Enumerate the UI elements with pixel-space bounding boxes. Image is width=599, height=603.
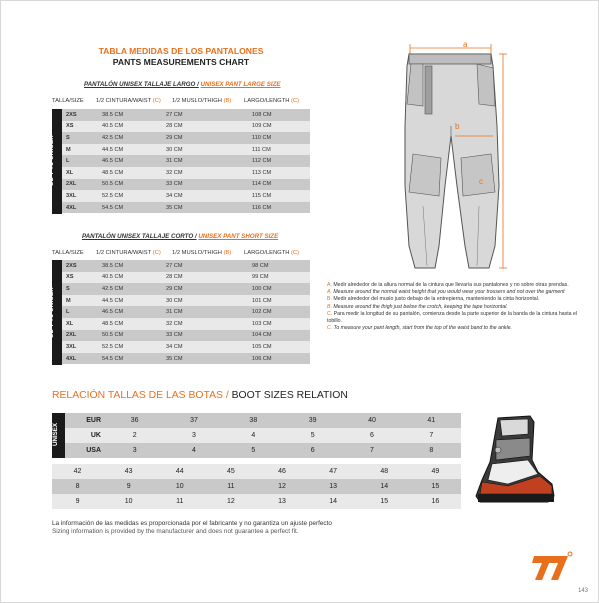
table-row (65, 413, 461, 428)
length-cell: 113 CM (252, 169, 272, 176)
chart-title-es: TABLA MEDIDAS DE LOS PANTALONES (98, 46, 264, 56)
length-cell: 105 CM (252, 343, 272, 350)
boot-cell: 7 (429, 432, 434, 439)
col-header-thigh (172, 98, 231, 104)
brand-logo (530, 546, 574, 586)
boot-cell: 44 (175, 468, 184, 475)
length-cell: 104 CM (252, 332, 272, 339)
size-cell: 2XS (66, 262, 77, 269)
table-row (62, 132, 310, 144)
thigh-cell: 30 CM (166, 146, 183, 153)
size-cell: 4XL (66, 204, 77, 211)
boot-cell: 37 (190, 417, 198, 424)
note-letter: A. (327, 289, 332, 296)
waist-cell: 42.5 CM (102, 134, 124, 141)
table-row (62, 167, 310, 179)
length-cell: 115 CM (252, 192, 272, 199)
boot-cell: 13 (329, 483, 338, 490)
boot-cell: 9 (126, 483, 131, 490)
thigh-cell: 28 CM (166, 274, 183, 281)
boot-cell: 9 (75, 498, 80, 505)
thigh-cell: 29 CM (166, 285, 183, 292)
size-cell: S (66, 134, 70, 141)
col-header-waist-label: 1/2 CINTURA/WAIST (96, 98, 152, 104)
chart-title-en: PANTS MEASUREMENTS CHART (112, 57, 250, 67)
table-row (62, 144, 310, 156)
thigh-cell: 31 CM (166, 309, 183, 316)
length-cell: 114 CM (252, 181, 272, 188)
thigh-cell: 31 CM (166, 158, 183, 165)
boot-cell: 42 (73, 468, 82, 475)
large-heading-en: UNISEX PANT LARGE SIZE (200, 81, 281, 88)
col-header-size: TALLA/SIZE (52, 98, 84, 104)
boot-cell: 14 (380, 483, 389, 490)
boot-cell: 3 (132, 447, 137, 454)
waist-cell: 38.5 CM (102, 111, 124, 118)
boot-cell: 47 (329, 468, 338, 475)
note-item (327, 289, 589, 296)
table-row (62, 330, 310, 342)
boot-cell: 38 (249, 417, 258, 424)
note-text: Measure around the thigh just below the crotch, keeping the tape horizontal. (333, 303, 508, 310)
boot-cell: 4 (192, 447, 196, 454)
length-cell: 110 CM (252, 134, 272, 141)
thigh-cell: 30 CM (166, 297, 183, 304)
length-cell: 109 CM (252, 123, 272, 130)
size-cell: XS (66, 274, 74, 281)
boot-title-en: BOOT SIZES RELATION (231, 390, 348, 401)
short-col-header-length (244, 250, 299, 256)
thigh-cell: 33 CM (166, 332, 183, 339)
waist-cell: 46.5 CM (102, 309, 124, 316)
table-row (62, 179, 310, 191)
waist-cell: 44.5 CM (102, 297, 124, 304)
col-header-thigh-label: 1/2 MUSLO/THIGH (172, 98, 222, 104)
thigh-cell: 33 CM (166, 181, 183, 188)
thigh-cell: 35 CM (166, 355, 183, 362)
thigh-cell: 34 CM (166, 343, 183, 350)
col-header-waist (96, 98, 161, 104)
note-letter: B. (327, 303, 332, 310)
boot-size-table-1 (65, 413, 461, 458)
boot-cell: 46 (278, 468, 286, 475)
short-col-header-thigh-code: (B) (223, 250, 232, 256)
measure-a-label: a (463, 40, 468, 49)
boot-cell: 16 (431, 498, 440, 505)
length-cell: 116 CM (252, 204, 272, 211)
short-col-header-thigh (172, 250, 231, 256)
note-letter: C. (327, 310, 333, 317)
length-cell: 99 CM (252, 274, 269, 281)
footer-disclaimer-en: Sizing information is provided by the manufacturer and does not guarantee a perfect fit. (52, 528, 299, 535)
size-cell: 2XS (66, 111, 77, 118)
note-text: To measure your pant length, start from the top of the waist band to the ankle. (333, 325, 512, 332)
note-letter: B. (327, 296, 332, 303)
waist-cell: 40.5 CM (102, 123, 124, 130)
col-header-length-label: LARGO/LENGTH (244, 98, 290, 104)
table-row (62, 341, 310, 353)
boot-cell: 49 (431, 468, 440, 475)
pants-illustration (405, 54, 499, 268)
waist-cell: 52.5 CM (102, 192, 124, 199)
note-text: Para medir la longitud de su pantalón, comienza desde la parte superior de la banda de la cintura hasta el tobillo. (327, 310, 578, 325)
note-item (327, 311, 589, 325)
short-col-header-waist-label: 1/2 CINTURA/WAIST (96, 250, 152, 256)
large-size-table (62, 109, 310, 213)
waist-cell: 54.5 CM (102, 204, 124, 211)
thigh-cell: 35 CM (166, 204, 183, 211)
waist-cell: 40.5 CM (102, 274, 124, 281)
length-cell: 101 CM (252, 297, 272, 304)
boot-cell: 41 (427, 417, 436, 424)
large-size-heading (84, 81, 281, 88)
waist-cell: 48.5 CM (102, 320, 124, 327)
short-col-header-length-label: LARGO/LENGTH (244, 250, 290, 256)
size-cell: 3XL (66, 343, 77, 350)
boot-cell: 6 (370, 432, 374, 439)
col-header-thigh-code: (B) (223, 98, 232, 104)
boot-cell: 15 (380, 498, 389, 505)
boot-cell: 10 (175, 483, 184, 490)
table-row (65, 443, 461, 458)
table-row (52, 494, 461, 509)
pants-diagram (385, 36, 515, 276)
size-cell: XL (66, 320, 74, 327)
short-col-header-waist-code: (C) (152, 250, 161, 256)
boot-cell: 39 (308, 417, 317, 424)
table-row (62, 190, 310, 202)
measure-c-label: c (479, 177, 483, 186)
table-row (52, 464, 461, 479)
table-row (62, 306, 310, 318)
measure-b-label: b (455, 122, 460, 131)
boot-cell: 14 (329, 498, 338, 505)
boot-row-label: USA (86, 447, 101, 454)
table-row (62, 260, 310, 272)
size-cell: L (66, 158, 70, 165)
table-row (62, 295, 310, 307)
short-col-header-size: TALLA/SIZE (52, 250, 84, 256)
length-cell: 111 CM (252, 146, 271, 153)
boot-cell: 13 (278, 498, 286, 505)
measure-a-line (410, 40, 491, 54)
short-heading-es: PANTALÓN UNISEX TALLAJE CORTO / (82, 233, 197, 240)
boot-cell: 2 (132, 432, 137, 439)
thigh-cell: 27 CM (166, 111, 183, 118)
thigh-cell: 34 CM (166, 192, 183, 199)
table-row (62, 318, 310, 330)
table-row (62, 155, 310, 167)
size-cell: L (66, 309, 70, 316)
waist-cell: 46.5 CM (102, 158, 124, 165)
length-cell: 98 CM (252, 262, 269, 269)
length-cell: 102 CM (252, 309, 272, 316)
table-row (62, 121, 310, 133)
boot-cell: 3 (192, 432, 196, 439)
boot-cell: 5 (251, 447, 256, 454)
large-side-label: SD-PT1 UNISEX (47, 135, 55, 186)
boot-cell: 8 (429, 447, 434, 454)
table-row (65, 428, 461, 443)
note-item (327, 296, 589, 303)
note-text: Medir alrededor del muslo justo debajo de la entrepierna, manteniendo la cinta horizontal. (333, 296, 540, 303)
thigh-cell: 29 CM (166, 134, 183, 141)
page-number: 143 (578, 588, 589, 594)
note-text: Measure around the normal waist height that you would wear your trousers and not over the garment (333, 289, 565, 296)
size-cell: S (66, 285, 70, 292)
short-heading-en: UNISEX PANT SHORT SIZE (198, 233, 279, 240)
boot-cell: 12 (278, 483, 286, 490)
short-col-header-thigh-label: 1/2 MUSLO/THIGH (172, 250, 222, 256)
boot-cell: 11 (227, 483, 235, 490)
note-text: Medir alrededor de la altura normal de la cintura que llevaría sus pantalones y no sobre otras prendas. (333, 282, 569, 288)
table-row (62, 272, 310, 284)
boot-cell: 45 (227, 468, 235, 475)
large-heading-es: PANTALÓN UNISEX TALLAJE LARGO / (84, 81, 199, 88)
note-item (327, 304, 589, 311)
length-cell: 112 CM (252, 158, 272, 165)
boot-cell: 12 (227, 498, 235, 505)
boot-cell: 40 (368, 417, 376, 424)
boot-cell: 15 (431, 483, 440, 490)
size-cell: M (66, 146, 71, 153)
table-row (52, 479, 461, 494)
waist-cell: 50.5 CM (102, 332, 124, 339)
thigh-cell: 32 CM (166, 320, 183, 327)
boot-title-es: RELACIÓN TALLAS DE LAS BOTAS / (52, 390, 229, 401)
boot-cell: 11 (176, 498, 184, 505)
size-cell: M (66, 297, 71, 304)
boot-cell: 8 (75, 483, 80, 490)
boot-cell: 36 (130, 417, 139, 424)
length-cell: 103 CM (252, 320, 272, 327)
boot-row-label: UK (90, 432, 101, 439)
boot-cell: 6 (310, 447, 315, 454)
length-cell: 106 CM (252, 355, 272, 362)
short-col-header-length-code: (C) (291, 250, 300, 256)
short-size-table (62, 260, 310, 364)
waist-cell: 42.5 CM (102, 285, 124, 292)
thigh-cell: 27 CM (166, 262, 183, 269)
length-cell: 108 CM (252, 111, 272, 118)
waist-cell: 48.5 CM (102, 169, 124, 176)
note-item (327, 282, 589, 289)
waist-cell: 50.5 CM (102, 181, 124, 188)
boot-cell: 43 (124, 468, 133, 475)
boot-row-label: EUR (86, 417, 101, 424)
short-col-header-waist (96, 250, 161, 256)
boot-size-table-2 (52, 464, 461, 509)
short-size-heading (82, 233, 278, 240)
note-letter: C. (327, 325, 333, 332)
note-letter: A. (327, 282, 332, 288)
table-row (62, 353, 310, 365)
boot-illustration (468, 410, 558, 510)
boot-sizes-title (52, 390, 348, 401)
col-header-length-code: (C) (291, 98, 300, 104)
table-row (62, 109, 310, 121)
waist-cell: 54.5 CM (102, 355, 124, 362)
boot-cell: 5 (310, 432, 315, 439)
boot-cell: 4 (251, 432, 256, 439)
size-cell: 4XL (66, 355, 77, 362)
measurement-notes (327, 282, 589, 332)
footer-disclaimer-es: La información de las medidas es proporcionada por el fabricante y no garantiza un ajuste perfecto (52, 520, 332, 527)
note-item (327, 325, 589, 332)
table-row (62, 202, 310, 214)
size-cell: 2XL (66, 181, 77, 188)
boot-cell: 7 (370, 447, 374, 454)
length-cell: 100 CM (252, 285, 272, 292)
waist-cell: 38.5 CM (102, 262, 124, 269)
col-header-length (244, 98, 299, 104)
thigh-cell: 32 CM (166, 169, 183, 176)
boot-cell: 48 (380, 468, 389, 475)
table-row (62, 283, 310, 295)
waist-cell: 52.5 CM (102, 343, 124, 350)
waist-cell: 44.5 CM (102, 146, 124, 153)
col-header-waist-code: (C) (152, 98, 161, 104)
thigh-cell: 28 CM (166, 123, 183, 130)
size-cell: XS (66, 123, 74, 130)
size-cell: XL (66, 169, 74, 176)
size-cell: 2XL (66, 332, 77, 339)
unisex-label: UNISEX (52, 422, 60, 447)
short-side-label: SD-PT1 UNISEX (47, 287, 55, 338)
size-cell: 3XL (66, 192, 77, 199)
boot-cell: 10 (124, 498, 133, 505)
